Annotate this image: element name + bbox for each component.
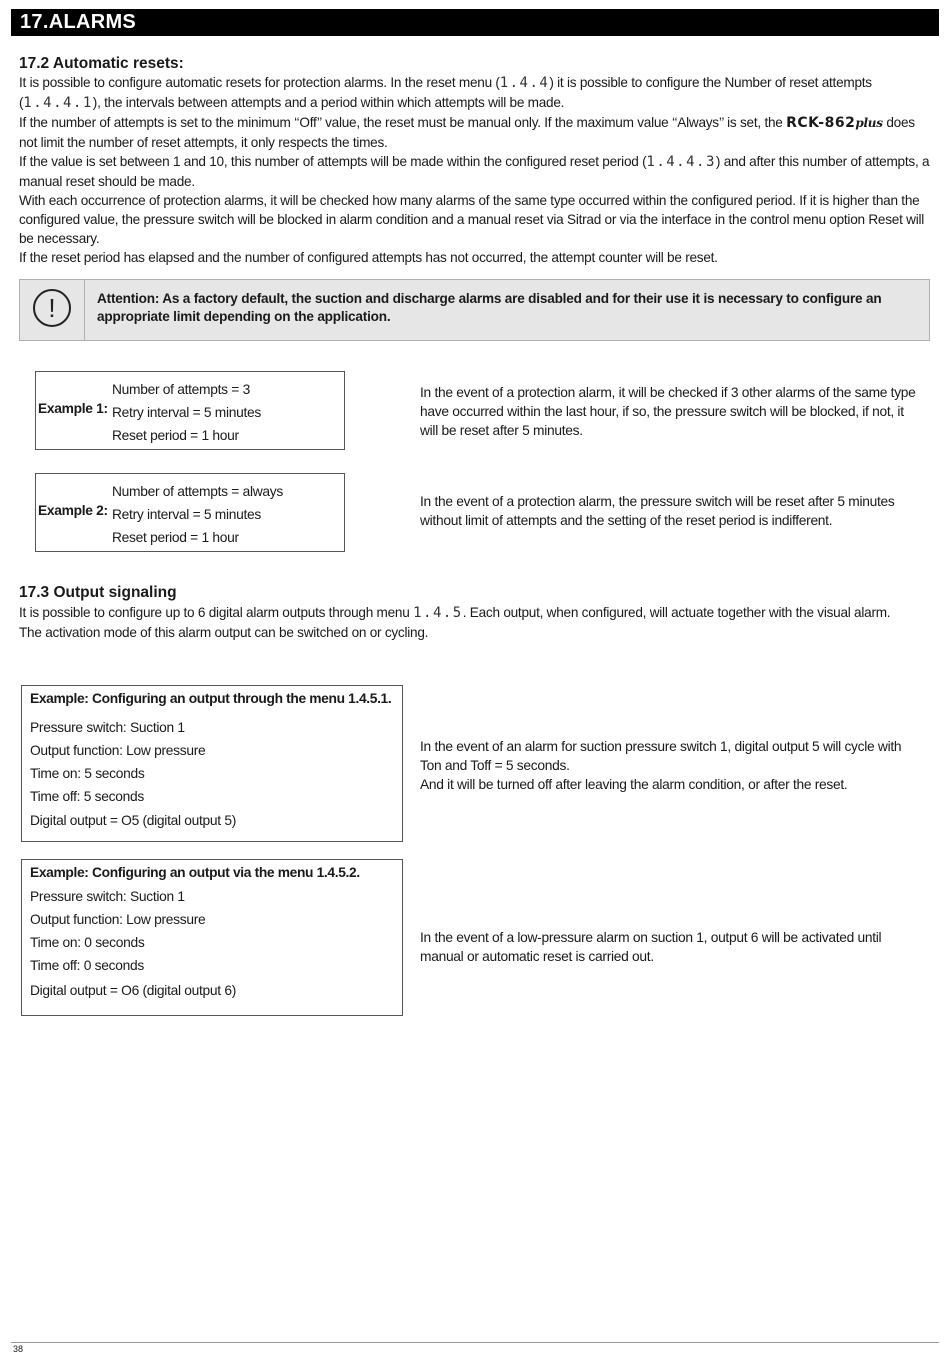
paragraph-occurrence: With each occurrence of protection alarms, it will be checked how many alarms of the same type occurred within the configured period. If it is higher than the configured value, the pressure switch will be blocked in alarm condition and a manual reset via Sitrad or via the interface in the control menu option Reset will be necessary. [19, 193, 925, 246]
example-settings [112, 378, 261, 447]
output-example-title: Example: Configuring an output through the menu 1.4.5.1. [30, 691, 392, 706]
setting-line: Pressure switch: Suction 1 [30, 889, 185, 904]
paragraph-counter-reset: If the reset period has elapsed and the number of configured attempts has not occurred, the attempt counter will be reset. [19, 250, 718, 265]
setting-line: Time on: 0 seconds [30, 935, 145, 950]
output-example-title: Example: Configuring an output via the menu 1.4.5.2. [30, 865, 360, 880]
output-example-1-description [420, 737, 920, 794]
menu-code: 1.4.4.3 [646, 154, 716, 170]
example-2-box [35, 473, 345, 552]
example-1-box [35, 371, 345, 450]
setting-line: Number of attempts = 3 [112, 382, 250, 397]
setting-line: Number of attempts = always [112, 484, 283, 499]
text: ) it is possible to configure the Number of reset attempts ( [19, 75, 872, 110]
chapter-header: 17.ALARMS [11, 9, 939, 36]
setting-line: Digital output = O5 (digital output 5) [30, 813, 237, 828]
section-title-17-2: 17.2 Automatic resets: [19, 55, 184, 72]
text: If the value is set between 1 and 10, this number of attempts will be made within the configured reset period ( [19, 154, 647, 169]
output-example-2-description [420, 928, 920, 966]
paragraph-outputs [19, 603, 931, 623]
attention-icon-cell [20, 280, 85, 340]
text: ) and after this number of attempts, a manual reset should be made. [19, 154, 930, 189]
section-17-2-body [19, 73, 931, 267]
menu-code: 1.4.5 [413, 605, 463, 621]
paragraph-activation-mode: The activation mode of this alarm output can be switched on or cycling. [19, 625, 429, 640]
exclamation-circle-icon: ! [33, 289, 71, 327]
attention-text: Attention: As a factory default, the suction and discharge alarms are disabled and for their use it is necessary to configure an appropriate limit depending on the application. [97, 291, 882, 324]
setting-line: Output function: Low pressure [30, 743, 206, 758]
example-2-description: In the event of a protection alarm, the pressure switch will be reset after 5 minutes without limit of attempts and the setting of the reset period is indifferent. [420, 494, 895, 528]
page-number: 38 [13, 1344, 24, 1354]
output-example-1-box [21, 685, 403, 842]
paragraph-value-range [19, 152, 931, 191]
setting-line: Digital output = O6 (digital output 6) [30, 983, 237, 998]
text: . Each output, when configured, will actuate together with the visual alarm. [462, 605, 891, 620]
description-line: In the event of a low-pressure alarm on suction 1, output 6 will be activated until manual or automatic reset is carried out. [420, 930, 882, 964]
paragraph-min-max [19, 113, 931, 152]
setting-line: Retry interval = 5 minutes [112, 507, 262, 522]
setting-line: Time off: 5 seconds [30, 789, 144, 804]
attention-box [19, 279, 930, 341]
setting-line: Reset period = 1 hour [112, 530, 239, 545]
example-label: Example 2: [38, 503, 108, 518]
example-label: Example 1: [38, 401, 108, 416]
paragraph-reset-menu [19, 73, 931, 113]
setting-line: Pressure switch: Suction 1 [30, 720, 185, 735]
description-line: And it will be turned off after leaving the alarm condition, or after the reset. [420, 777, 848, 792]
setting-line: Output function: Low pressure [30, 912, 206, 927]
brand-suffix: plus [855, 116, 883, 130]
text: It is possible to configure up to 6 digital alarm outputs through menu [19, 605, 414, 620]
section-17-3-body [19, 603, 931, 642]
output-example-2-box [21, 859, 403, 1016]
section-title-17-3: 17.3 Output signaling [19, 584, 177, 601]
setting-line: Time off: 0 seconds [30, 958, 144, 973]
text: does not limit the number of reset attempts, it only respects the times. [19, 115, 915, 150]
text: If the number of attempts is set to the minimum ‘‘Off’’ value, the reset must be manual only. If the maximum value ‘‘Always’’ is set, the [19, 115, 787, 130]
setting-line: Reset period = 1 hour [112, 428, 239, 443]
brand-name: RCK-862 [786, 115, 856, 131]
description-line: In the event of an alarm for suction pressure switch 1, digital output 5 will cycle with Ton and Toff = 5 seconds. [420, 739, 902, 773]
text: ), the intervals between attempts and a period within which attempts will be made. [92, 95, 565, 110]
menu-code: 1.4.4.1 [23, 95, 93, 111]
setting-line: Time on: 5 seconds [30, 766, 145, 781]
text: It is possible to configure automatic resets for protection alarms. In the reset menu ( [19, 75, 500, 90]
footer-divider [11, 1342, 939, 1343]
example-settings [112, 480, 283, 549]
example-1-description: In the event of a protection alarm, it will be checked if 3 other alarms of the same type have occurred within the last hour, if so, the pressure switch will be blocked, if not, it will be reset after 5 minutes. [420, 385, 916, 438]
menu-code: 1.4.4 [499, 75, 550, 91]
setting-line: Retry interval = 5 minutes [112, 405, 262, 420]
